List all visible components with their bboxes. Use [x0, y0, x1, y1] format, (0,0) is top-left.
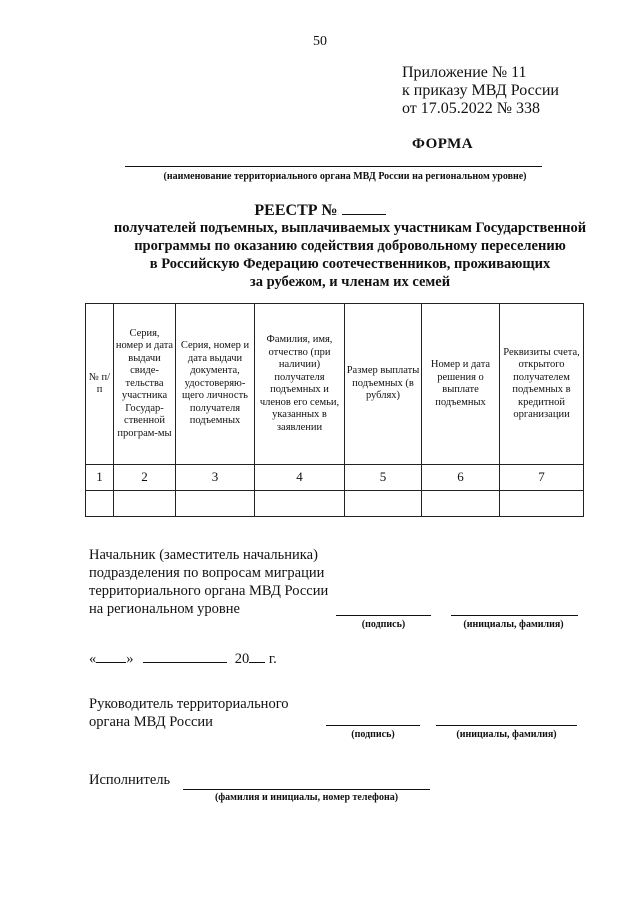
- page-number: 50: [313, 34, 327, 49]
- appendix-block: [402, 64, 559, 118]
- executor-label: Исполнитель: [89, 772, 171, 788]
- date-close-quote: »: [126, 651, 134, 667]
- col-number-5: 5: [345, 465, 422, 491]
- chief-signature-caption: (подпись): [351, 729, 395, 740]
- date-year-prefix: 20: [234, 651, 250, 667]
- appendix-line-2: к приказу МВД России: [402, 82, 559, 99]
- chief-title-line-1: Руководитель территориального: [89, 696, 289, 712]
- col-header-2: Серия, номер и дата выдачи свиде-тельства участника Государ-ственной програм-мы: [114, 304, 176, 465]
- col-header-6: Номер и дата решения о выплате подъемных: [422, 304, 500, 465]
- title-text: РЕЕСТР №: [254, 202, 338, 219]
- col-number-7: 7: [500, 465, 584, 491]
- col-header-7: Реквизиты счета, открытого получателем подъемных в кредитной организации: [500, 304, 584, 465]
- date-line: [89, 648, 277, 668]
- table-cell: [500, 491, 584, 517]
- document-subtitle: [80, 219, 620, 291]
- chief-signatory-title: [89, 695, 289, 731]
- org-name-line: [125, 166, 542, 167]
- date-month-blank: [143, 648, 227, 663]
- table-cell: [114, 491, 176, 517]
- table-row: [86, 491, 584, 517]
- date-year-blank: [249, 648, 265, 663]
- table-cell: [86, 491, 114, 517]
- appendix-line-3: от 17.05.2022 № 338: [402, 100, 541, 117]
- date-day-blank: [96, 648, 126, 663]
- col-number-6: 6: [422, 465, 500, 491]
- date-open-quote: «: [89, 651, 97, 667]
- head-title-line-4: на региональном уровне: [89, 601, 240, 617]
- registry-table: [85, 303, 584, 517]
- chief-initials-caption: (инициалы, фамилия): [456, 729, 557, 740]
- appendix-line-1: Приложение № 11: [402, 64, 527, 81]
- executor-line: [183, 789, 430, 790]
- head-signature-caption: (подпись): [361, 619, 406, 630]
- table-header-row: [86, 304, 584, 465]
- head-signature-line: [336, 615, 431, 616]
- col-number-1: 1: [86, 465, 114, 491]
- chief-signature-line: [326, 725, 420, 726]
- head-title-line-3: территориального органа МВД России: [89, 583, 329, 599]
- date-year-suffix: г.: [268, 651, 277, 667]
- head-initials-line: [451, 615, 578, 616]
- subtitle-line-2: программы по оказанию содействия добровольному переселению: [134, 238, 566, 254]
- head-initials-caption: (инициалы, фамилия): [463, 619, 564, 630]
- document-title: [0, 200, 640, 220]
- col-number-3: 3: [176, 465, 255, 491]
- subtitle-line-1: получателей подъемных, выплачиваемых участникам Государственной: [113, 220, 587, 236]
- form-label: ФОРМА: [412, 136, 474, 152]
- col-number-2: 2: [114, 465, 176, 491]
- subtitle-line-3: в Российскую Федерацию соотечественников, проживающих: [149, 256, 551, 272]
- subtitle-line-4: за рубежом, и членам их семей: [249, 274, 451, 290]
- chief-title-line-2: органа МВД России: [89, 714, 213, 730]
- head-signatory-title: [89, 546, 328, 618]
- table-cell: [176, 491, 255, 517]
- registry-number-blank: [342, 200, 386, 215]
- org-name-caption: (наименование территориального органа МВД России на региональном уровне): [163, 171, 527, 182]
- table-number-row: [86, 465, 584, 491]
- table-cell: [422, 491, 500, 517]
- col-header-5: Размер выплаты подъемных (в рублях): [345, 304, 422, 465]
- chief-initials-line: [436, 725, 577, 726]
- col-number-4: 4: [255, 465, 345, 491]
- col-header-1: № п/п: [86, 304, 114, 465]
- executor-caption: (фамилия и инициалы, номер телефона): [214, 792, 399, 803]
- head-title-line-1: Начальник (заместитель начальника): [89, 547, 318, 563]
- col-header-4: Фамилия, имя, отчество (при наличии) получателя подъемных и членов его семьи, указанных в заявлении: [255, 304, 345, 465]
- head-title-line-2: подразделения по вопросам миграции: [89, 565, 325, 581]
- table-cell: [345, 491, 422, 517]
- table-cell: [255, 491, 345, 517]
- col-header-3: Серия, номер и дата выдачи документа, удостоверяю-щего личность получателя подъемных: [176, 304, 255, 465]
